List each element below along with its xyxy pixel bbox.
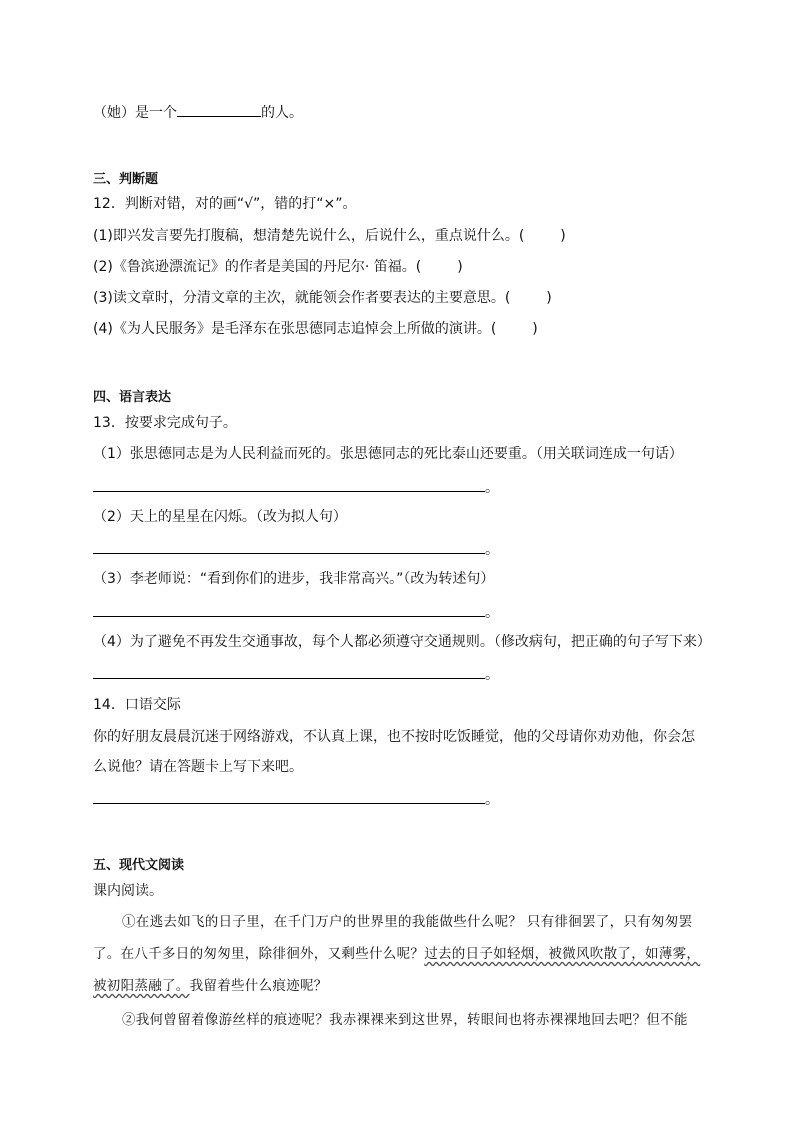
answer-blank[interactable] [93,789,485,804]
period: 。 [485,792,499,808]
judgment-item-3 [93,288,552,308]
passage-text: 了。在八千多日的匆匆里，除徘徊外，又剩些什么呢？ [93,946,425,962]
fill-blank-line [93,102,303,123]
question-14-prompt-line-2: 么说他？请在答题卡上写下来吧。 [93,759,303,775]
judgment-item-text: (2)《鲁滨逊漂流记》的作者是美国的丹尼尔· 笛福。( [93,259,422,275]
passage-p1-line-3 [93,976,328,996]
period: 。 [485,667,499,683]
section-3-title: 三、判断题 [93,172,159,187]
judgment-item-2 [93,257,463,277]
answer-blank[interactable] [93,664,485,679]
period: 。 [485,542,499,558]
question-14: 14．口语交际 [93,697,181,713]
question-12: 12．判断对错，对的画“√”，错的打“×”。 [93,196,357,212]
question-13: 13．按要求完成句子。 [93,415,237,431]
answer-line-4 [93,664,499,685]
wavy-underlined-text: 被初阳蒸融了。 [93,978,190,994]
answer-line-5 [93,789,499,810]
close-paren: ) [546,290,552,306]
answer-blank[interactable] [93,477,485,492]
period: 。 [485,480,499,496]
answer-line-2 [93,539,499,560]
answer-blank[interactable] [177,102,261,117]
section-5-title: 五、现代文阅读 [93,858,185,873]
fill-blank-suffix: 的人。 [261,105,303,121]
question-14-prompt-line-1: 你的好朋友晨晨沉迷于网络游戏，不认真上课，也不按时吃饭睡觉，他的父母请你劝劝他，你会怎 [93,729,695,745]
reading-subtitle: 课内阅读。 [93,883,163,899]
sentence-task-1: （1）张思德同志是为人民利益而死的。张思德同志的死比泰山还要重。（用关联词连成一句话） [93,446,683,462]
passage-p1-line-1: ①在逃去如飞的日子里，在千门万户的世界里的我能做些什么呢？ 只有徘徊罢了，只有匆匆罢 [122,914,693,930]
answer-line-3 [93,602,499,623]
close-paren: ) [560,228,566,244]
wavy-underlined-text: 过去的日子如轻烟，被微风吹散了，如薄雾， [424,946,701,962]
answer-blank[interactable] [93,602,485,617]
passage-p2-line-1: ②我何曾留着像游丝样的痕迹呢？我赤裸裸来到这世界，转眼间也将赤裸裸地回去吧？但不能 [122,1012,688,1028]
judgment-item-text: (1)即兴发言要先打腹稿，想清楚先说什么，后说什么，重点说什么。( [93,228,525,244]
judgment-item-text: (3)读文章时，分清文章的主次，就能领会作者要表达的主要意思。( [93,290,511,306]
fill-blank-prefix: （她）是一个 [93,105,177,121]
judgment-item-4 [93,319,538,339]
sentence-task-2: （2）天上的星星在闪烁。（改为拟人句） [93,509,347,525]
sentence-task-4: （4）为了避免不再发生交通事故，每个人都必须遵守交通规则。（修改病句，把正确的句子写下来） [93,634,711,650]
sentence-task-3: （3）李老师说：“看到你们的进步，我非常高兴。”（改为转述句） [93,571,495,587]
answer-line-1 [93,477,499,498]
answer-blank[interactable] [93,539,485,554]
passage-text: 我留着些什么痕迹呢？ [189,978,328,994]
close-paren: ) [532,321,538,337]
judgment-item-text: (4)《为人民服务》是毛泽东在张思德同志追悼会上所做的演讲。( [93,321,497,337]
passage-p1-line-2 [93,944,700,964]
period: 。 [485,605,499,621]
judgment-item-1 [93,226,566,246]
close-paren: ) [457,259,463,275]
section-4-title: 四、语言表达 [93,390,172,405]
